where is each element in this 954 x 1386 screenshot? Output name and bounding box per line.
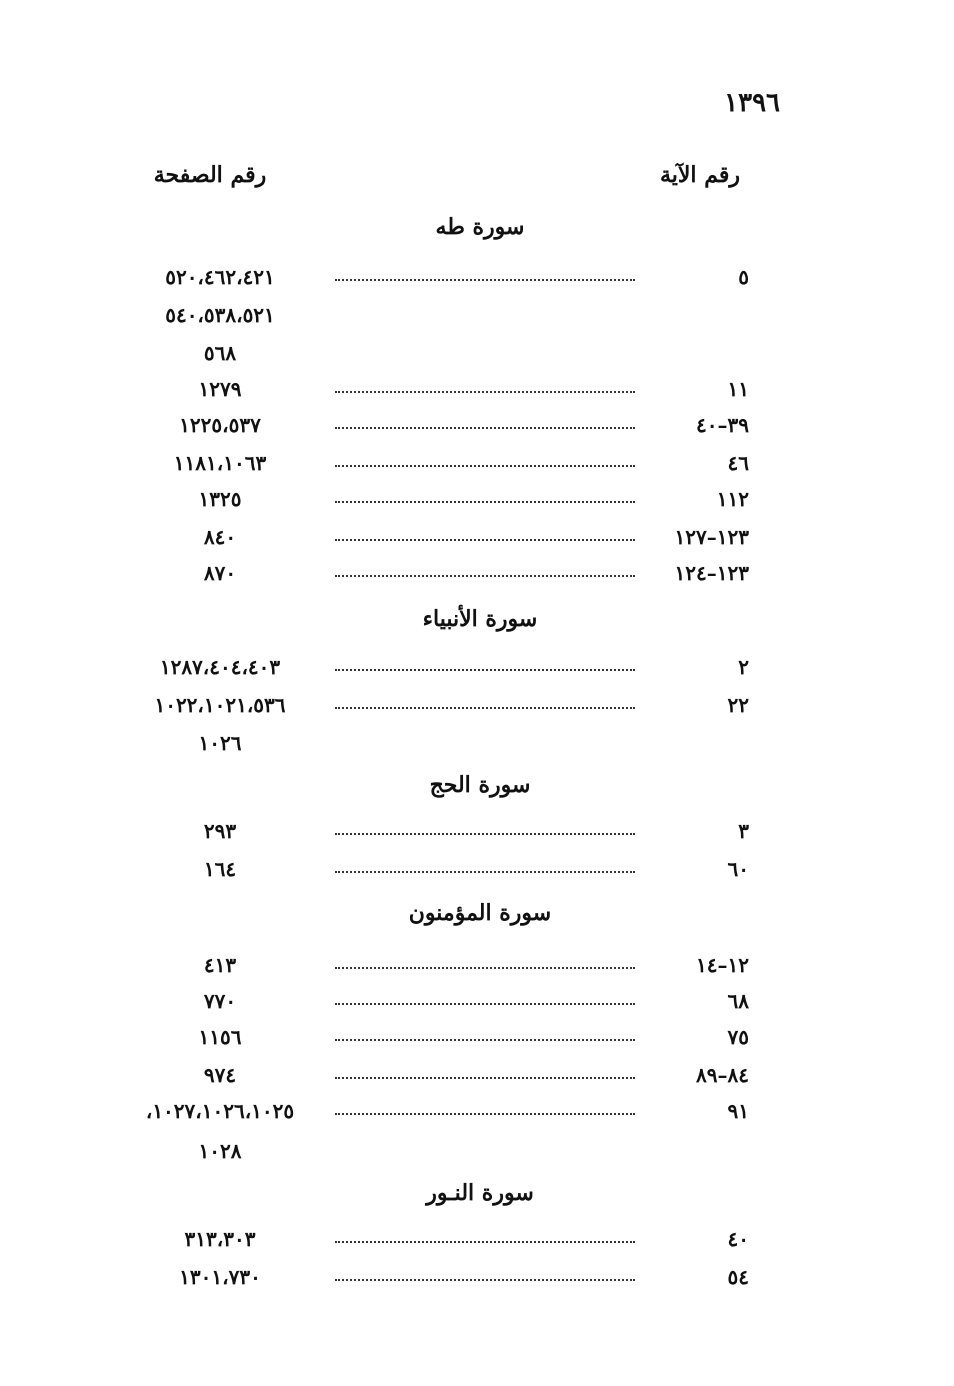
page-refs: ١٢٧٩ (198, 377, 242, 401)
verse-ref: ١٢–١٤ (696, 953, 749, 977)
dot-leader (335, 1113, 635, 1115)
index-row (0, 520, 954, 554)
page-refs: ١٠٢٦ (198, 731, 242, 755)
page-refs: ١٢٨٧،٤٠٤،٤٠٣ (159, 655, 281, 679)
dot-leader (335, 1241, 635, 1243)
page-refs: ١١٨١،١٠٦٣ (173, 451, 267, 475)
index-row (0, 650, 954, 684)
dot-leader (335, 391, 635, 393)
dot-leader (335, 465, 635, 467)
index-row (0, 688, 954, 722)
page-refs: ١٣٢٥ (198, 487, 242, 511)
dot-leader (335, 1279, 635, 1281)
dot-leader (335, 669, 635, 671)
verse-ref: ٦٨ (727, 989, 749, 1013)
surah-title: سورة الحج (429, 772, 531, 798)
page-refs: ٥٦٨ (203, 341, 237, 365)
page-refs: ٨٤٠ (203, 525, 237, 549)
verse-ref: ٦٠ (727, 857, 749, 881)
index-row (0, 852, 954, 886)
page-refs: ١٣٠١،٧٣٠ (179, 1265, 261, 1289)
verse-ref: ٩١ (727, 1099, 749, 1123)
page-refs: ٧٧٠ (203, 989, 237, 1013)
page-refs: ١٢٢٥،٥٣٧ (179, 413, 261, 437)
dot-leader (335, 967, 635, 969)
page-refs: ١١٥٦ (198, 1025, 242, 1049)
index-row (0, 446, 954, 480)
index-row (0, 1058, 954, 1092)
verse-ref: ٥ (738, 265, 749, 289)
index-row (0, 1222, 954, 1256)
surah-title: سورة الأنبياء (422, 606, 538, 632)
page-refs: ١٠٢٧،١٠٢٦،١٠٢٥، (145, 1099, 295, 1123)
page-refs: ١٦٤ (203, 857, 237, 881)
dot-leader (335, 1039, 635, 1041)
dot-leader (335, 427, 635, 429)
index-row (0, 1094, 954, 1128)
index-row (0, 1020, 954, 1054)
index-row (0, 1260, 954, 1294)
verse-ref: ٧٥ (727, 1025, 749, 1049)
page-refs: ٥٢٠،٤٦٢،٤٢١ (165, 265, 275, 289)
dot-leader (335, 539, 635, 541)
verse-ref: ٢ (738, 655, 749, 679)
page-refs: ٤١٣ (203, 953, 237, 977)
verse-ref: ٨٤–٨٩ (696, 1063, 749, 1087)
page-refs: ٥٤٠،٥٣٨،٥٢١ (165, 303, 275, 327)
verse-ref: ١١٢ (716, 487, 749, 511)
dot-leader (335, 1077, 635, 1079)
index-row (0, 1134, 954, 1168)
verse-number-header: رقم الآية (659, 162, 740, 188)
verse-ref: ٢٢ (727, 693, 749, 717)
verse-ref: ١١ (727, 377, 749, 401)
verse-ref: ٤٠ (727, 1227, 749, 1251)
page-refs: ١٠٢٢،١٠٢١،٥٣٦ (154, 693, 286, 717)
verse-ref: ٣ (738, 819, 749, 843)
verse-ref: ١٢٣–١٢٧ (674, 525, 749, 549)
surah-title: سورة المؤمنون (408, 900, 552, 926)
index-row (0, 482, 954, 516)
dot-leader (335, 279, 635, 281)
index-row (0, 556, 954, 590)
page-number: ١٣٩٦ (724, 88, 780, 118)
verse-ref: ١٢٣–١٢٤ (674, 561, 749, 585)
dot-leader (335, 707, 635, 709)
page-refs: ١٠٢٨ (198, 1139, 242, 1163)
page-refs: ٩٧٤ (203, 1063, 237, 1087)
index-row (0, 260, 954, 294)
page-number-header: رقم الصفحة (153, 162, 267, 188)
surah-title: سورة النـور (426, 1180, 534, 1206)
index-row (0, 814, 954, 848)
verse-ref: ٥٤ (727, 1265, 749, 1289)
index-row (0, 408, 954, 442)
verse-ref: ٤٦ (727, 451, 749, 475)
surah-title: سورة طه (435, 214, 525, 240)
index-row (0, 984, 954, 1018)
dot-leader (335, 575, 635, 577)
verse-ref: ٣٩–٤٠ (696, 413, 749, 437)
index-row (0, 948, 954, 982)
dot-leader (335, 871, 635, 873)
dot-leader (335, 501, 635, 503)
page-refs: ٣١٣،٣٠٣ (184, 1227, 256, 1251)
page-refs: ٨٧٠ (203, 561, 237, 585)
index-row (0, 336, 954, 370)
index-row (0, 298, 954, 332)
index-row (0, 726, 954, 760)
dot-leader (335, 1003, 635, 1005)
page-refs: ٢٩٣ (203, 819, 237, 843)
dot-leader (335, 833, 635, 835)
index-row (0, 372, 954, 406)
